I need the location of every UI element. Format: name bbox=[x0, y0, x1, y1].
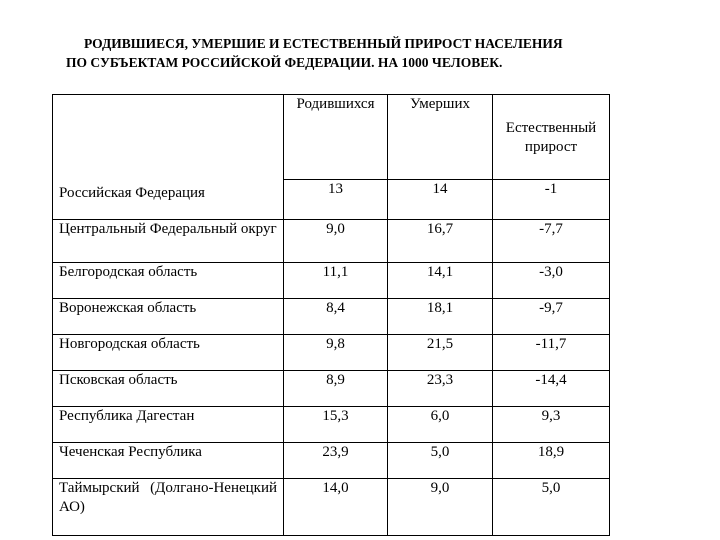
cell-died: 5,0 bbox=[388, 442, 493, 478]
cell-region: Чеченская Республика bbox=[53, 442, 284, 478]
cell-region: Республика Дагестан bbox=[53, 406, 284, 442]
cell-born: 13 bbox=[284, 180, 388, 220]
header-growth: Естественный прирост bbox=[493, 95, 610, 180]
cell-growth: 5,0 bbox=[493, 478, 610, 535]
cell-died: 6,0 bbox=[388, 406, 493, 442]
cell-born: 11,1 bbox=[284, 262, 388, 298]
cell-growth: -7,7 bbox=[493, 219, 610, 262]
cell-died: 14 bbox=[388, 180, 493, 220]
cell-died: 9,0 bbox=[388, 478, 493, 535]
cell-died: 16,7 bbox=[388, 219, 493, 262]
cell-born: 8,9 bbox=[284, 370, 388, 406]
cell-growth: -3,0 bbox=[493, 262, 610, 298]
header-died: Умерших bbox=[388, 95, 493, 180]
cell-died: 18,1 bbox=[388, 298, 493, 334]
table-row bbox=[53, 478, 610, 535]
cell-born: 14,0 bbox=[284, 478, 388, 535]
header-region bbox=[53, 95, 284, 180]
cell-born: 8,4 bbox=[284, 298, 388, 334]
cell-region: Белгородская область bbox=[53, 262, 284, 298]
cell-growth: -14,4 bbox=[493, 370, 610, 406]
table-row bbox=[53, 334, 610, 370]
population-table bbox=[52, 94, 610, 536]
cell-died: 23,3 bbox=[388, 370, 493, 406]
table-row bbox=[53, 298, 610, 334]
cell-region: Таймырский (Долгано-Ненецкий АО) bbox=[53, 478, 284, 535]
table-row bbox=[53, 219, 610, 262]
cell-growth: -9,7 bbox=[493, 298, 610, 334]
table-row bbox=[53, 370, 610, 406]
cell-region: Новгородская область bbox=[53, 334, 284, 370]
cell-born: 9,0 bbox=[284, 219, 388, 262]
cell-born: 9,8 bbox=[284, 334, 388, 370]
cell-region: Воронежская область bbox=[53, 298, 284, 334]
cell-growth: 9,3 bbox=[493, 406, 610, 442]
cell-growth: 18,9 bbox=[493, 442, 610, 478]
cell-died: 14,1 bbox=[388, 262, 493, 298]
cell-born: 15,3 bbox=[284, 406, 388, 442]
cell-growth: -11,7 bbox=[493, 334, 610, 370]
cell-region: Псковская область bbox=[53, 370, 284, 406]
table-row bbox=[53, 406, 610, 442]
table-row bbox=[53, 442, 610, 478]
table-header-row bbox=[53, 95, 610, 180]
header-born: Родившихся bbox=[284, 95, 388, 180]
cell-growth: -1 bbox=[493, 180, 610, 220]
cell-born: 23,9 bbox=[284, 442, 388, 478]
cell-region: Российская Федерация bbox=[53, 180, 284, 220]
table-row bbox=[53, 180, 610, 220]
cell-died: 21,5 bbox=[388, 334, 493, 370]
cell-region: Центральный Федеральный округ bbox=[53, 219, 284, 262]
title-line-2: ПО СУБЪЕКТАМ РОССИЙСКОЙ ФЕДЕРАЦИИ. НА 1000 ЧЕЛОВЕК. bbox=[66, 55, 503, 70]
title-line-1: РОДИВШИЕСЯ, УМЕРШИЕ И ЕСТЕСТВЕННЫЙ ПРИРОСТ НАСЕЛЕНИЯ bbox=[84, 36, 563, 51]
table-row bbox=[53, 262, 610, 298]
